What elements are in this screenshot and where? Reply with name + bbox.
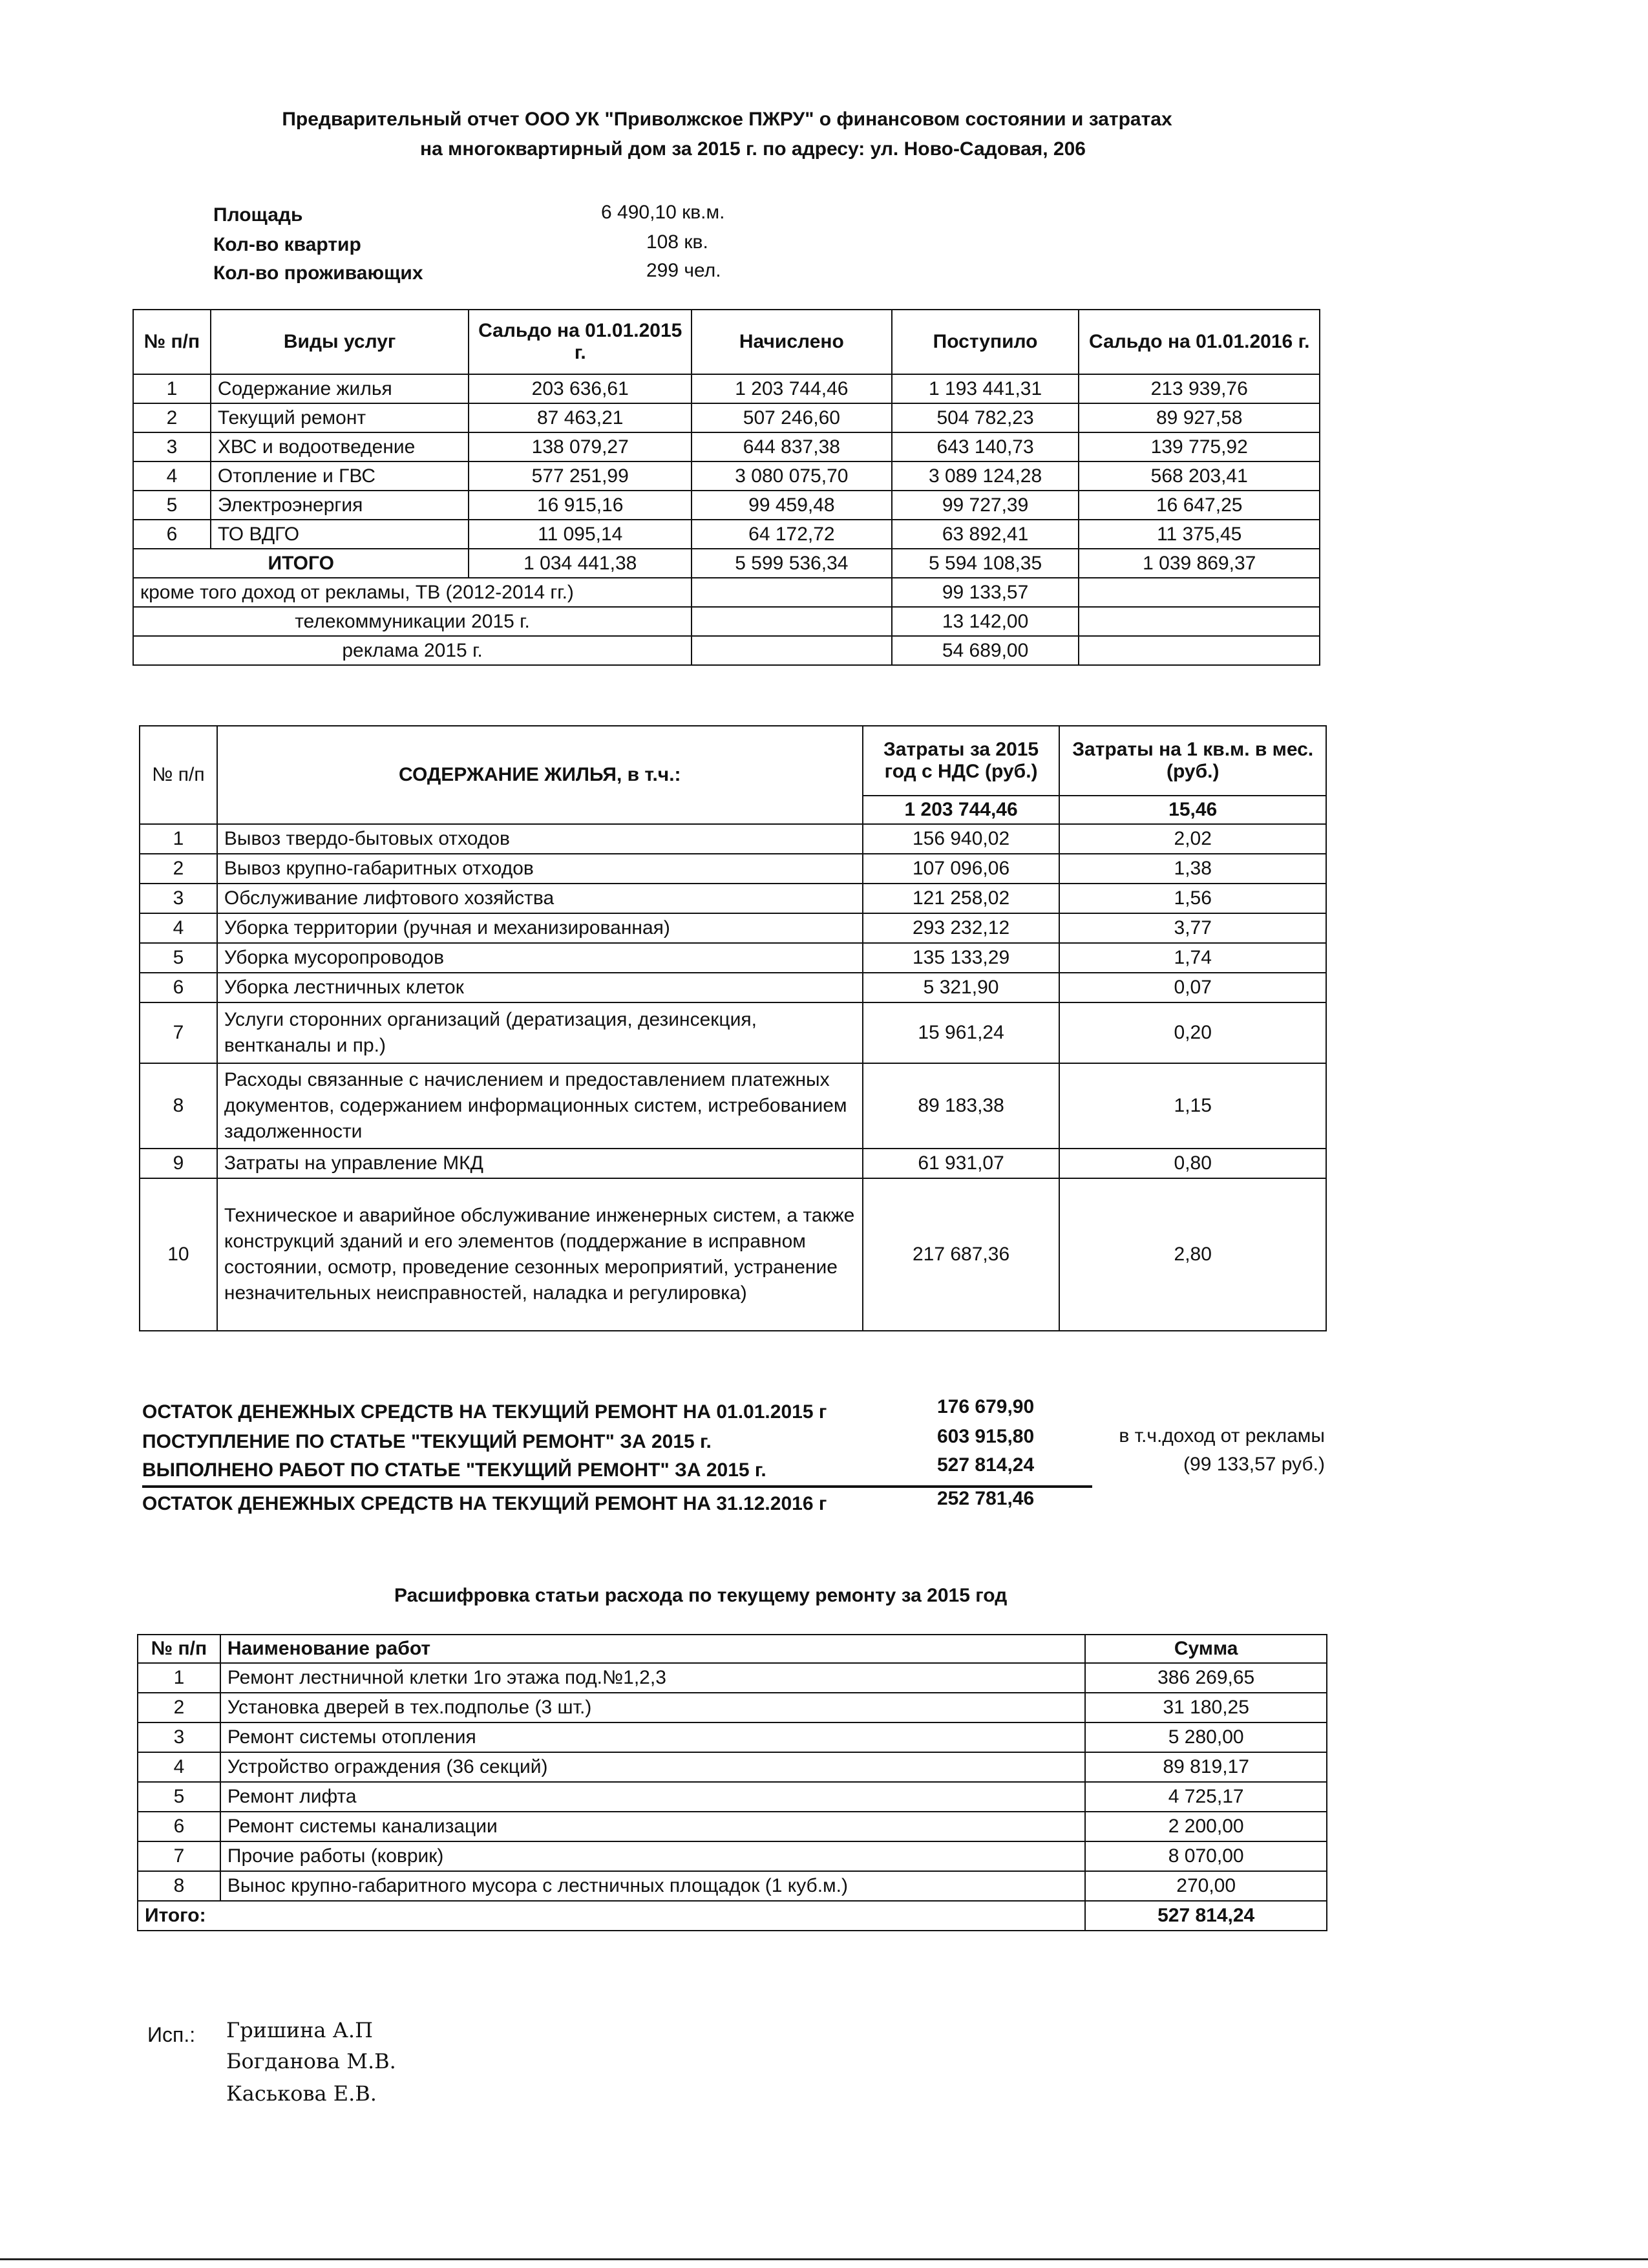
maintenance-name: Услуги сторонних организаций (дератизация, дезинсекция, вентканалы и пр.) [217,1002,863,1063]
services-extra-empty [1079,607,1320,636]
service-name: Текущий ремонт [211,403,469,432]
maintenance-per-sqm: 0,07 [1059,973,1326,1002]
services-extra-empty [1079,578,1320,607]
services-extra-empty [692,578,892,607]
services-row [133,491,1320,520]
maintenance-per-sqm: 0,80 [1059,1149,1326,1178]
maintenance-name: Вывоз крупно-габаритных отходов [217,854,863,884]
services-row [133,403,1320,432]
maintenance-row [140,1149,1326,1178]
maintenance-name: Техническое и аварийное обслуживание инженерных систем, а также конструкций зданий и его элементов (поддержание в исправном состоянии, осмотр, проведение сезонных мероприятий, устранение незначительных неисправностей, наладка и регулировка) [217,1178,863,1331]
services-row [133,374,1320,403]
services-total-label: ИТОГО [133,549,469,578]
maintenance-num: 10 [140,1178,217,1331]
maintenance-name: Уборка территории (ручная и механизированная) [217,913,863,943]
maintenance-cost: 121 258,02 [863,884,1060,913]
repairs-table [137,1634,1327,1931]
service-saldo-end: 11 375,45 [1079,520,1320,549]
services-header-charged: Начислено [692,310,892,374]
maintenance-num: 2 [140,854,217,884]
repair-sum: 386 269,65 [1085,1663,1327,1693]
maintenance-row [140,1002,1326,1063]
service-name: Отопление и ГВС [211,461,469,491]
maintenance-header-num: № п/п [140,726,217,824]
repair-name: Прочие работы (коврик) [220,1841,1085,1871]
maintenance-cost: 217 687,36 [863,1178,1060,1331]
service-charged: 644 837,38 [692,432,892,461]
services-extra-label: кроме того доход от рекламы, ТВ (2012-2014 гг.) [133,578,692,607]
service-saldo-start: 203 636,61 [469,374,692,403]
scan-edge-line [0,2258,1648,2260]
service-saldo-start: 16 915,16 [469,491,692,520]
maintenance-num: 7 [140,1002,217,1063]
maintenance-row [140,973,1326,1002]
services-extra-empty [1079,636,1320,665]
services-total-charged: 5 599 536,34 [692,549,892,578]
service-num: 4 [133,461,211,491]
repairs-header-sum: Сумма [1085,1635,1327,1663]
repair-name: Ремонт системы отопления [220,1722,1085,1752]
services-extra-row [133,636,1320,665]
summary-label-2: ПОСТУПЛЕНИЕ ПО СТАТЬЕ "ТЕКУЩИЙ РЕМОНТ" ЗА 2015 г. [142,1431,712,1452]
maintenance-cost: 61 931,07 [863,1149,1060,1178]
maintenance-num: 9 [140,1149,217,1178]
executors-label: Исп.: [147,2023,196,2046]
repair-name: Ремонт лифта [220,1782,1085,1812]
services-extra-label: телекоммуникации 2015 г. [133,607,692,636]
maintenance-header-row [140,726,1326,796]
service-saldo-end: 213 939,76 [1079,374,1320,403]
services-table [132,309,1320,666]
info-residents-label: Кол-во проживающих [213,262,423,284]
maintenance-name: Обслуживание лифтового хозяйства [217,884,863,913]
services-extra-label: реклама 2015 г. [133,636,692,665]
maintenance-num: 4 [140,913,217,943]
maintenance-name: Расходы связанные с начислением и предоставлением платежных документов, содержанием информационных систем, истребованием задолженности [217,1063,863,1149]
info-area-value: 6 490,10 кв.м. [601,202,725,223]
repair-sum: 270,00 [1085,1871,1327,1901]
maintenance-cost: 5 321,90 [863,973,1060,1002]
services-header-saldo-end: Сальдо на 01.01.2016 г. [1079,310,1320,374]
maintenance-per-sqm: 2,80 [1059,1178,1326,1331]
repair-name: Установка дверей в тех.подполье (3 шт.) [220,1693,1085,1722]
service-charged: 64 172,72 [692,520,892,549]
summary-value-2: 603 915,80 [937,1426,1035,1447]
repair-num: 1 [138,1663,220,1693]
services-extra-received: 99 133,57 [892,578,1079,607]
repairs-row [138,1752,1327,1782]
maintenance-per-sqm: 1,15 [1059,1063,1326,1149]
maintenance-header-name: СОДЕРЖАНИЕ ЖИЛЬЯ, в т.ч.: [217,726,863,824]
service-num: 3 [133,432,211,461]
repair-sum: 4 725,17 [1085,1782,1327,1812]
repairs-row [138,1722,1327,1752]
summary-label-3: ВЫПОЛНЕНО РАБОТ ПО СТАТЬЕ "ТЕКУЩИЙ РЕМОНТ" ЗА 2015 г. [142,1459,766,1481]
repairs-total-sum: 527 814,24 [1085,1901,1327,1931]
maintenance-name: Уборка лестничных клеток [217,973,863,1002]
maintenance-cost: 293 232,12 [863,913,1060,943]
repairs-row [138,1782,1327,1812]
services-total-received: 5 594 108,35 [892,549,1079,578]
service-charged: 3 080 075,70 [692,461,892,491]
maintenance-num: 3 [140,884,217,913]
service-saldo-start: 87 463,21 [469,403,692,432]
maintenance-per-sqm: 3,77 [1059,913,1326,943]
report-title-line2: на многоквартирный дом за 2015 г. по адресу: ул. Ново-Садовая, 206 [420,138,1086,160]
maintenance-table [139,725,1327,1331]
service-name: Содержание жилья [211,374,469,403]
maintenance-name: Вывоз твердо-бытовых отходов [217,824,863,854]
services-header-saldo-start: Сальдо на 01.01.2015 г. [469,310,692,374]
repairs-title: Расшифровка статьи расхода по текущему ремонту за 2015 год [394,1585,1008,1606]
executor-name-3: Каськова Е.В. [226,2081,377,2106]
maintenance-row [140,943,1326,973]
repair-sum: 5 280,00 [1085,1722,1327,1752]
service-charged: 507 246,60 [692,403,892,432]
maintenance-num: 5 [140,943,217,973]
services-extra-empty [692,607,892,636]
repair-num: 3 [138,1722,220,1752]
maintenance-per-sqm: 1,56 [1059,884,1326,913]
service-num: 1 [133,374,211,403]
services-total-row [133,549,1320,578]
service-charged: 1 203 744,46 [692,374,892,403]
services-extra-row [133,578,1320,607]
maintenance-row [140,854,1326,884]
repair-sum: 8 070,00 [1085,1841,1327,1871]
summary-label-4: ОСТАТОК ДЕНЕЖНЫХ СРЕДСТВ НА ТЕКУЩИЙ РЕМОНТ НА 31.12.2016 г [142,1493,827,1514]
services-extra-received: 13 142,00 [892,607,1079,636]
summary-value-4: 252 781,46 [937,1488,1035,1509]
services-total-saldo-end: 1 039 869,37 [1079,549,1320,578]
repair-num: 7 [138,1841,220,1871]
info-residents-value: 299 чел. [646,260,721,281]
services-header-service: Виды услуг [211,310,469,374]
repair-num: 5 [138,1782,220,1812]
maintenance-num: 8 [140,1063,217,1149]
info-flats-label: Кол-во квартир [213,234,361,255]
summary-note-line2: (99 133,57 руб.) [1183,1454,1325,1475]
service-saldo-end: 89 927,58 [1079,403,1320,432]
repair-name: Вынос крупно-габаритного мусора с лестничных площадок (1 куб.м.) [220,1871,1085,1901]
repairs-total-label: Итого: [138,1901,1085,1931]
repair-name: Ремонт системы канализации [220,1812,1085,1841]
services-extra-empty [692,636,892,665]
maintenance-num: 6 [140,973,217,1002]
maintenance-per-sqm: 1,38 [1059,854,1326,884]
repair-num: 4 [138,1752,220,1782]
maintenance-name: Уборка мусоропроводов [217,943,863,973]
services-header-received: Поступило [892,310,1079,374]
maintenance-total-cost: 1 203 744,46 [863,796,1060,824]
maintenance-cost: 89 183,38 [863,1063,1060,1149]
service-num: 5 [133,491,211,520]
repairs-row [138,1871,1327,1901]
summary-note [1092,1422,1325,1479]
summary-value-3: 527 814,24 [937,1454,1035,1476]
service-saldo-start: 577 251,99 [469,461,692,491]
repair-sum: 31 180,25 [1085,1693,1327,1722]
service-name: ХВС и водоотведение [211,432,469,461]
services-total-saldo-start: 1 034 441,38 [469,549,692,578]
repairs-body [138,1663,1327,1901]
maintenance-cost: 15 961,24 [863,1002,1060,1063]
maintenance-name: Затраты на управление МКД [217,1149,863,1178]
service-received: 504 782,23 [892,403,1079,432]
maintenance-cost: 135 133,29 [863,943,1060,973]
service-saldo-end: 568 203,41 [1079,461,1320,491]
repair-num: 2 [138,1693,220,1722]
service-received: 63 892,41 [892,520,1079,549]
services-header-row [133,310,1320,374]
repairs-row [138,1841,1327,1871]
service-saldo-end: 139 775,92 [1079,432,1320,461]
services-row [133,432,1320,461]
repairs-row [138,1693,1327,1722]
maintenance-row [140,824,1326,854]
repairs-header-name: Наименование работ [220,1635,1085,1663]
repair-sum: 2 200,00 [1085,1812,1327,1841]
maintenance-header-per-sqm: Затраты на 1 кв.м. в мес. (руб.) [1059,726,1326,796]
services-extra-row [133,607,1320,636]
summary-note-line1: в т.ч.доход от рекламы [1119,1425,1325,1447]
info-flats-value: 108 кв. [646,231,708,253]
repairs-total-row [138,1901,1327,1931]
maintenance-total-per-sqm: 15,46 [1059,796,1326,824]
executor-name-2: Богданова М.В. [226,2049,396,2073]
maintenance-cost: 107 096,06 [863,854,1060,884]
repairs-header-row [138,1635,1327,1663]
repair-name: Устройство ограждения (36 секций) [220,1752,1085,1782]
repair-name: Ремонт лестничной клетки 1го этажа под.№1,2,3 [220,1663,1085,1693]
repairs-row [138,1812,1327,1841]
maintenance-row [140,1063,1326,1149]
repair-sum: 89 819,17 [1085,1752,1327,1782]
maintenance-row [140,1178,1326,1331]
maintenance-row [140,913,1326,943]
service-saldo-end: 16 647,25 [1079,491,1320,520]
service-saldo-start: 11 095,14 [469,520,692,549]
service-received: 1 193 441,31 [892,374,1079,403]
services-row [133,520,1320,549]
service-saldo-start: 138 079,27 [469,432,692,461]
repairs-header-num: № п/п [138,1635,220,1663]
service-name: Электроэнергия [211,491,469,520]
service-received: 643 140,73 [892,432,1079,461]
repair-num: 8 [138,1871,220,1901]
services-header-num: № п/п [133,310,211,374]
maintenance-per-sqm: 2,02 [1059,824,1326,854]
services-row [133,461,1320,491]
report-title-line1: Предварительный отчет ООО УК "Приволжское ПЖРУ" о финансовом состоянии и затратах [282,109,1172,130]
maintenance-body [140,824,1326,1331]
info-area-label: Площадь [213,204,303,226]
summary-label-1: ОСТАТОК ДЕНЕЖНЫХ СРЕДСТВ НА ТЕКУЩИЙ РЕМОНТ НА 01.01.2015 г [142,1401,827,1423]
maintenance-num: 1 [140,824,217,854]
summary-value-1: 176 679,90 [937,1396,1035,1417]
service-num: 6 [133,520,211,549]
executor-name-1: Гришина А.П [226,2018,373,2042]
repairs-row [138,1663,1327,1693]
service-name: ТО ВДГО [211,520,469,549]
service-received: 3 089 124,28 [892,461,1079,491]
service-received: 99 727,39 [892,491,1079,520]
maintenance-cost: 156 940,02 [863,824,1060,854]
services-extra-received: 54 689,00 [892,636,1079,665]
service-num: 2 [133,403,211,432]
service-charged: 99 459,48 [692,491,892,520]
maintenance-header-cost: Затраты за 2015 год с НДС (руб.) [863,726,1060,796]
repair-num: 6 [138,1812,220,1841]
maintenance-per-sqm: 1,74 [1059,943,1326,973]
services-body [133,374,1320,665]
maintenance-row [140,884,1326,913]
maintenance-per-sqm: 0,20 [1059,1002,1326,1063]
